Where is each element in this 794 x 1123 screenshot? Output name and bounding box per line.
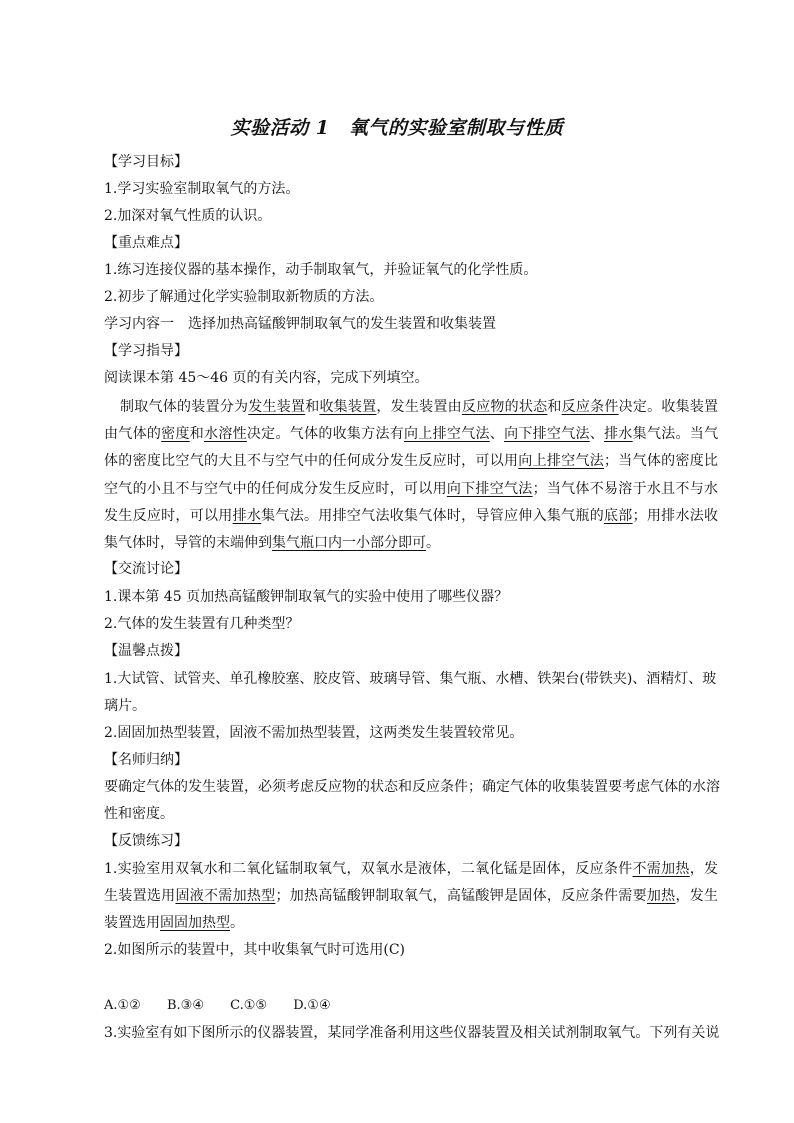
summary-line: 性和密度。 (104, 806, 174, 822)
objective-item: 1.学习实验室制取氧气的方法。 (104, 181, 300, 197)
answer-blank: 反应物的状态 (461, 399, 548, 415)
guidance-intro: 阅读课本第 45～46 页的有关内容，完成下列填空。 (104, 370, 429, 386)
answer-blank: 向上排空气法 (404, 426, 490, 443)
text: 、 (589, 426, 605, 443)
answer-blank: 加热 (646, 888, 676, 905)
text: 集气法。当气体的密度比空气的大且不与空气中的任何成分发生反应时，可以用 (104, 426, 719, 470)
answer-blank: 不需加热 (632, 861, 690, 877)
option-c: C.①⑤ (230, 998, 268, 1013)
section-heading-key-points: 【重点难点】 (104, 235, 188, 251)
text: ，发生装置选用 (104, 861, 719, 905)
practice-question-2: 2.如图所示的装置中，其中收集氧气时可选用(C) (104, 942, 405, 958)
text: ；当气体的密度比空气的小且不与空气中的任何成分发生反应时，可以用 (104, 453, 719, 497)
text: ；加热高锰酸钾制取氧气，高锰酸钾是固体，反应条件需要 (275, 888, 647, 905)
text: ；用排水法收集气体时，导管的末端伸到 (104, 507, 719, 552)
text: 和 (189, 426, 205, 443)
section-heading-summary: 【名师归纳】 (104, 752, 188, 768)
answer-options (104, 996, 353, 1016)
objective-item: 2.加深对氧气性质的认识。 (104, 208, 272, 224)
text: 。 (426, 535, 440, 552)
section-heading-tips: 【温馨点拨】 (104, 643, 188, 659)
section-heading-discussion: 【交流讨论】 (104, 561, 188, 577)
answer-blank: 水溶性 (204, 426, 247, 443)
answer-blank: 收集装置 (319, 399, 377, 415)
text: 决定。收集装置由气体的 (104, 399, 719, 443)
text: 和 (305, 399, 320, 415)
document-title: 实验活动 1 氧气的实验室制取与性质 (230, 117, 564, 139)
answer-blank: 固固加热型 (160, 915, 230, 932)
text: 集气法。用排空气法收集气体时，导管应伸入集气瓶的 (261, 507, 605, 524)
practice-question-1 (104, 856, 718, 938)
tip-item-line: 璃片。 (104, 698, 146, 714)
text: ，发生装置选用 (104, 888, 719, 932)
option-d: D.①④ (293, 998, 331, 1013)
key-point-item: 2.初步了解通过化学实验制取新物质的方法。 (104, 289, 384, 305)
option-a: A.①② (104, 998, 141, 1013)
answer-blank: 排水 (232, 507, 262, 524)
text: ，发生装置由 (376, 399, 462, 415)
answer-blank: 向下排空气法 (446, 480, 533, 497)
tip-item: 2.固固加热型装置，固液不需加热型装置，这两类发生装置较常见。 (104, 725, 524, 741)
section-heading-guidance: 【学习指导】 (104, 343, 188, 359)
text: 。 (230, 915, 244, 932)
text: 决定。气体的收集方法有 (246, 426, 405, 443)
answer-blank: 反应条件 (561, 399, 619, 415)
summary-line: 要确定气体的发生装置，必须考虑反应物的状态和反应条件；确定气体的收集装置要考虑气体的水溶 (104, 779, 720, 795)
answer-blank: 底部 (604, 507, 633, 524)
guidance-paragraph (104, 394, 718, 557)
answer-blank: 密度 (161, 426, 190, 443)
text: ；当气体不易溶于水且不与水发生反应时，可以用 (104, 480, 719, 524)
section-heading-objectives: 【学习目标】 (104, 154, 188, 170)
answer-blank: 向下排空气法 (504, 426, 590, 443)
key-point-item: 1.练习连接仪器的基本操作，动手制取氧气，并验证氧气的化学性质。 (104, 262, 538, 278)
practice-question-3: 3.实验室有如下图所示的仪器装置，某同学准备利用这些仪器装置及相关试剂制取氧气。下列有关说 (104, 1025, 720, 1041)
text: 、 (489, 426, 505, 443)
answer-blank: 集气瓶口内一小部分即可 (272, 535, 426, 552)
option-b: B.③④ (166, 998, 204, 1013)
answer-blank: 排水 (604, 426, 633, 443)
text: 1.实验室用双氧水和二氧化锰制取氧气，双氧水是液体，二氧化锰是固体，反应条件 (104, 861, 633, 877)
text: 制取气体的装置分为 (120, 399, 249, 415)
answer-blank: 固液不需加热型 (175, 888, 276, 905)
tip-item-line: 1.大试管、试管夹、单孔橡胶塞、胶皮管、玻璃导管、集气瓶、水槽、铁架台(带铁夹)、酒精灯、玻 (104, 671, 717, 687)
discussion-item: 1.课本第 45 页加热高锰酸钾制取氧气的实验中使用了哪些仪器？ (104, 589, 509, 605)
section-heading-practice: 【反馈练习】 (104, 833, 188, 849)
answer-blank: 发生装置 (248, 399, 306, 415)
content-heading: 学习内容一 选择加热高锰酸钾制取氧气的发生装置和收集装置 (104, 316, 496, 332)
discussion-item: 2.气体的发生装置有几种类型？ (104, 616, 300, 632)
text: 和 (547, 399, 562, 415)
answer-blank: 向上排空气法 (518, 453, 605, 470)
